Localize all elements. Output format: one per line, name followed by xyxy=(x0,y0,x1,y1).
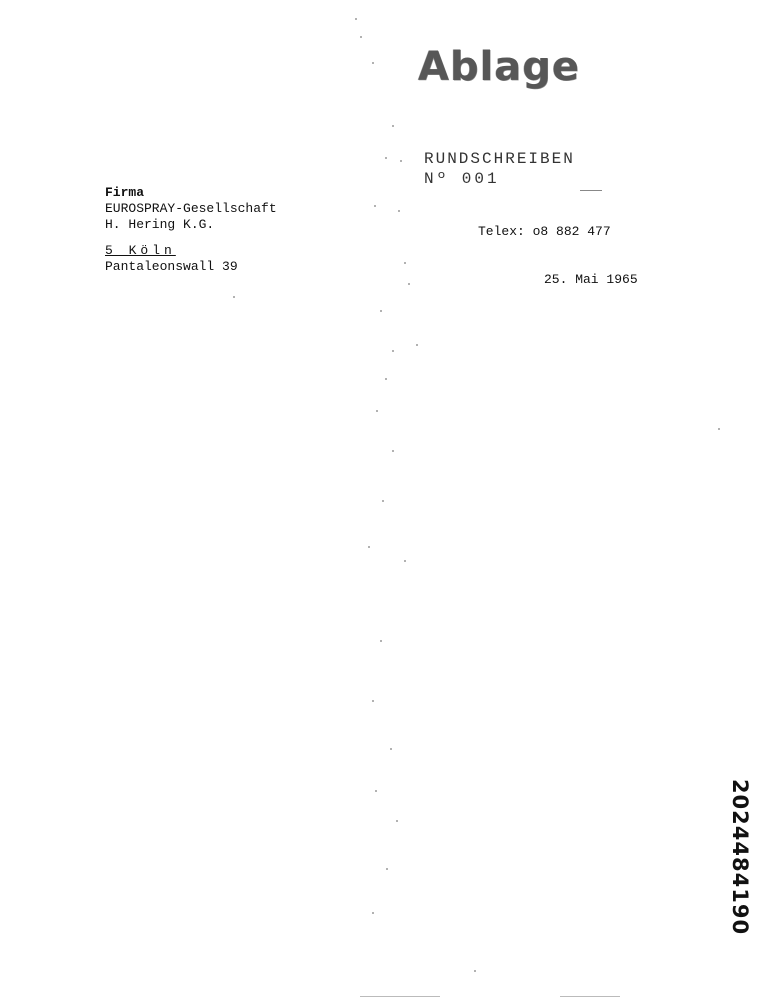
scan-speck xyxy=(368,546,370,548)
recipient-street: Pantaleonswall 39 xyxy=(105,259,238,274)
circular-number: Nº 001 xyxy=(424,170,500,188)
scan-speck xyxy=(392,125,394,127)
recipient-city: 5 Köln xyxy=(105,243,176,258)
scan-speck xyxy=(372,700,374,702)
scan-speck xyxy=(385,157,387,159)
scan-speck xyxy=(385,378,387,380)
ablage-stamp: Ablage xyxy=(418,44,581,90)
scan-speck xyxy=(380,640,382,642)
scan-speck xyxy=(376,410,378,412)
scan-speck xyxy=(390,748,392,750)
scan-speck xyxy=(372,62,374,64)
scan-speck xyxy=(718,428,720,430)
scan-speck xyxy=(416,344,418,346)
scan-speck xyxy=(380,310,382,312)
scan-speck xyxy=(398,210,400,212)
scan-speck xyxy=(382,500,384,502)
recipient-label: Firma xyxy=(105,185,145,200)
scan-speck xyxy=(404,262,406,264)
scan-speck xyxy=(400,160,402,162)
recipient-company-suffix: H. Hering K.G. xyxy=(105,217,215,232)
letter-date: 25. Mai 1965 xyxy=(544,272,638,287)
recipient-address xyxy=(105,185,277,275)
scan-speck xyxy=(374,205,376,207)
telex-number: Telex: o8 882 477 xyxy=(478,224,611,239)
scan-speck xyxy=(392,350,394,352)
circular-heading xyxy=(424,150,575,188)
scan-speck xyxy=(386,868,388,870)
scan-speck xyxy=(474,970,476,972)
scan-mark xyxy=(360,996,440,997)
scan-speck xyxy=(404,560,406,562)
circular-title: RUNDSCHREIBEN xyxy=(424,150,575,168)
scan-speck xyxy=(408,283,410,285)
scan-speck xyxy=(360,36,362,38)
scan-mark xyxy=(560,996,620,997)
scan-speck xyxy=(355,18,357,20)
scan-speck xyxy=(233,296,235,298)
scan-speck xyxy=(396,820,398,822)
document-number: 2024484190 xyxy=(728,778,752,936)
scan-speck xyxy=(392,450,394,452)
scan-speck xyxy=(375,790,377,792)
recipient-company: EUROSPRAY-Gesellschaft xyxy=(105,201,277,216)
scan-speck xyxy=(372,912,374,914)
scan-mark xyxy=(580,190,602,191)
